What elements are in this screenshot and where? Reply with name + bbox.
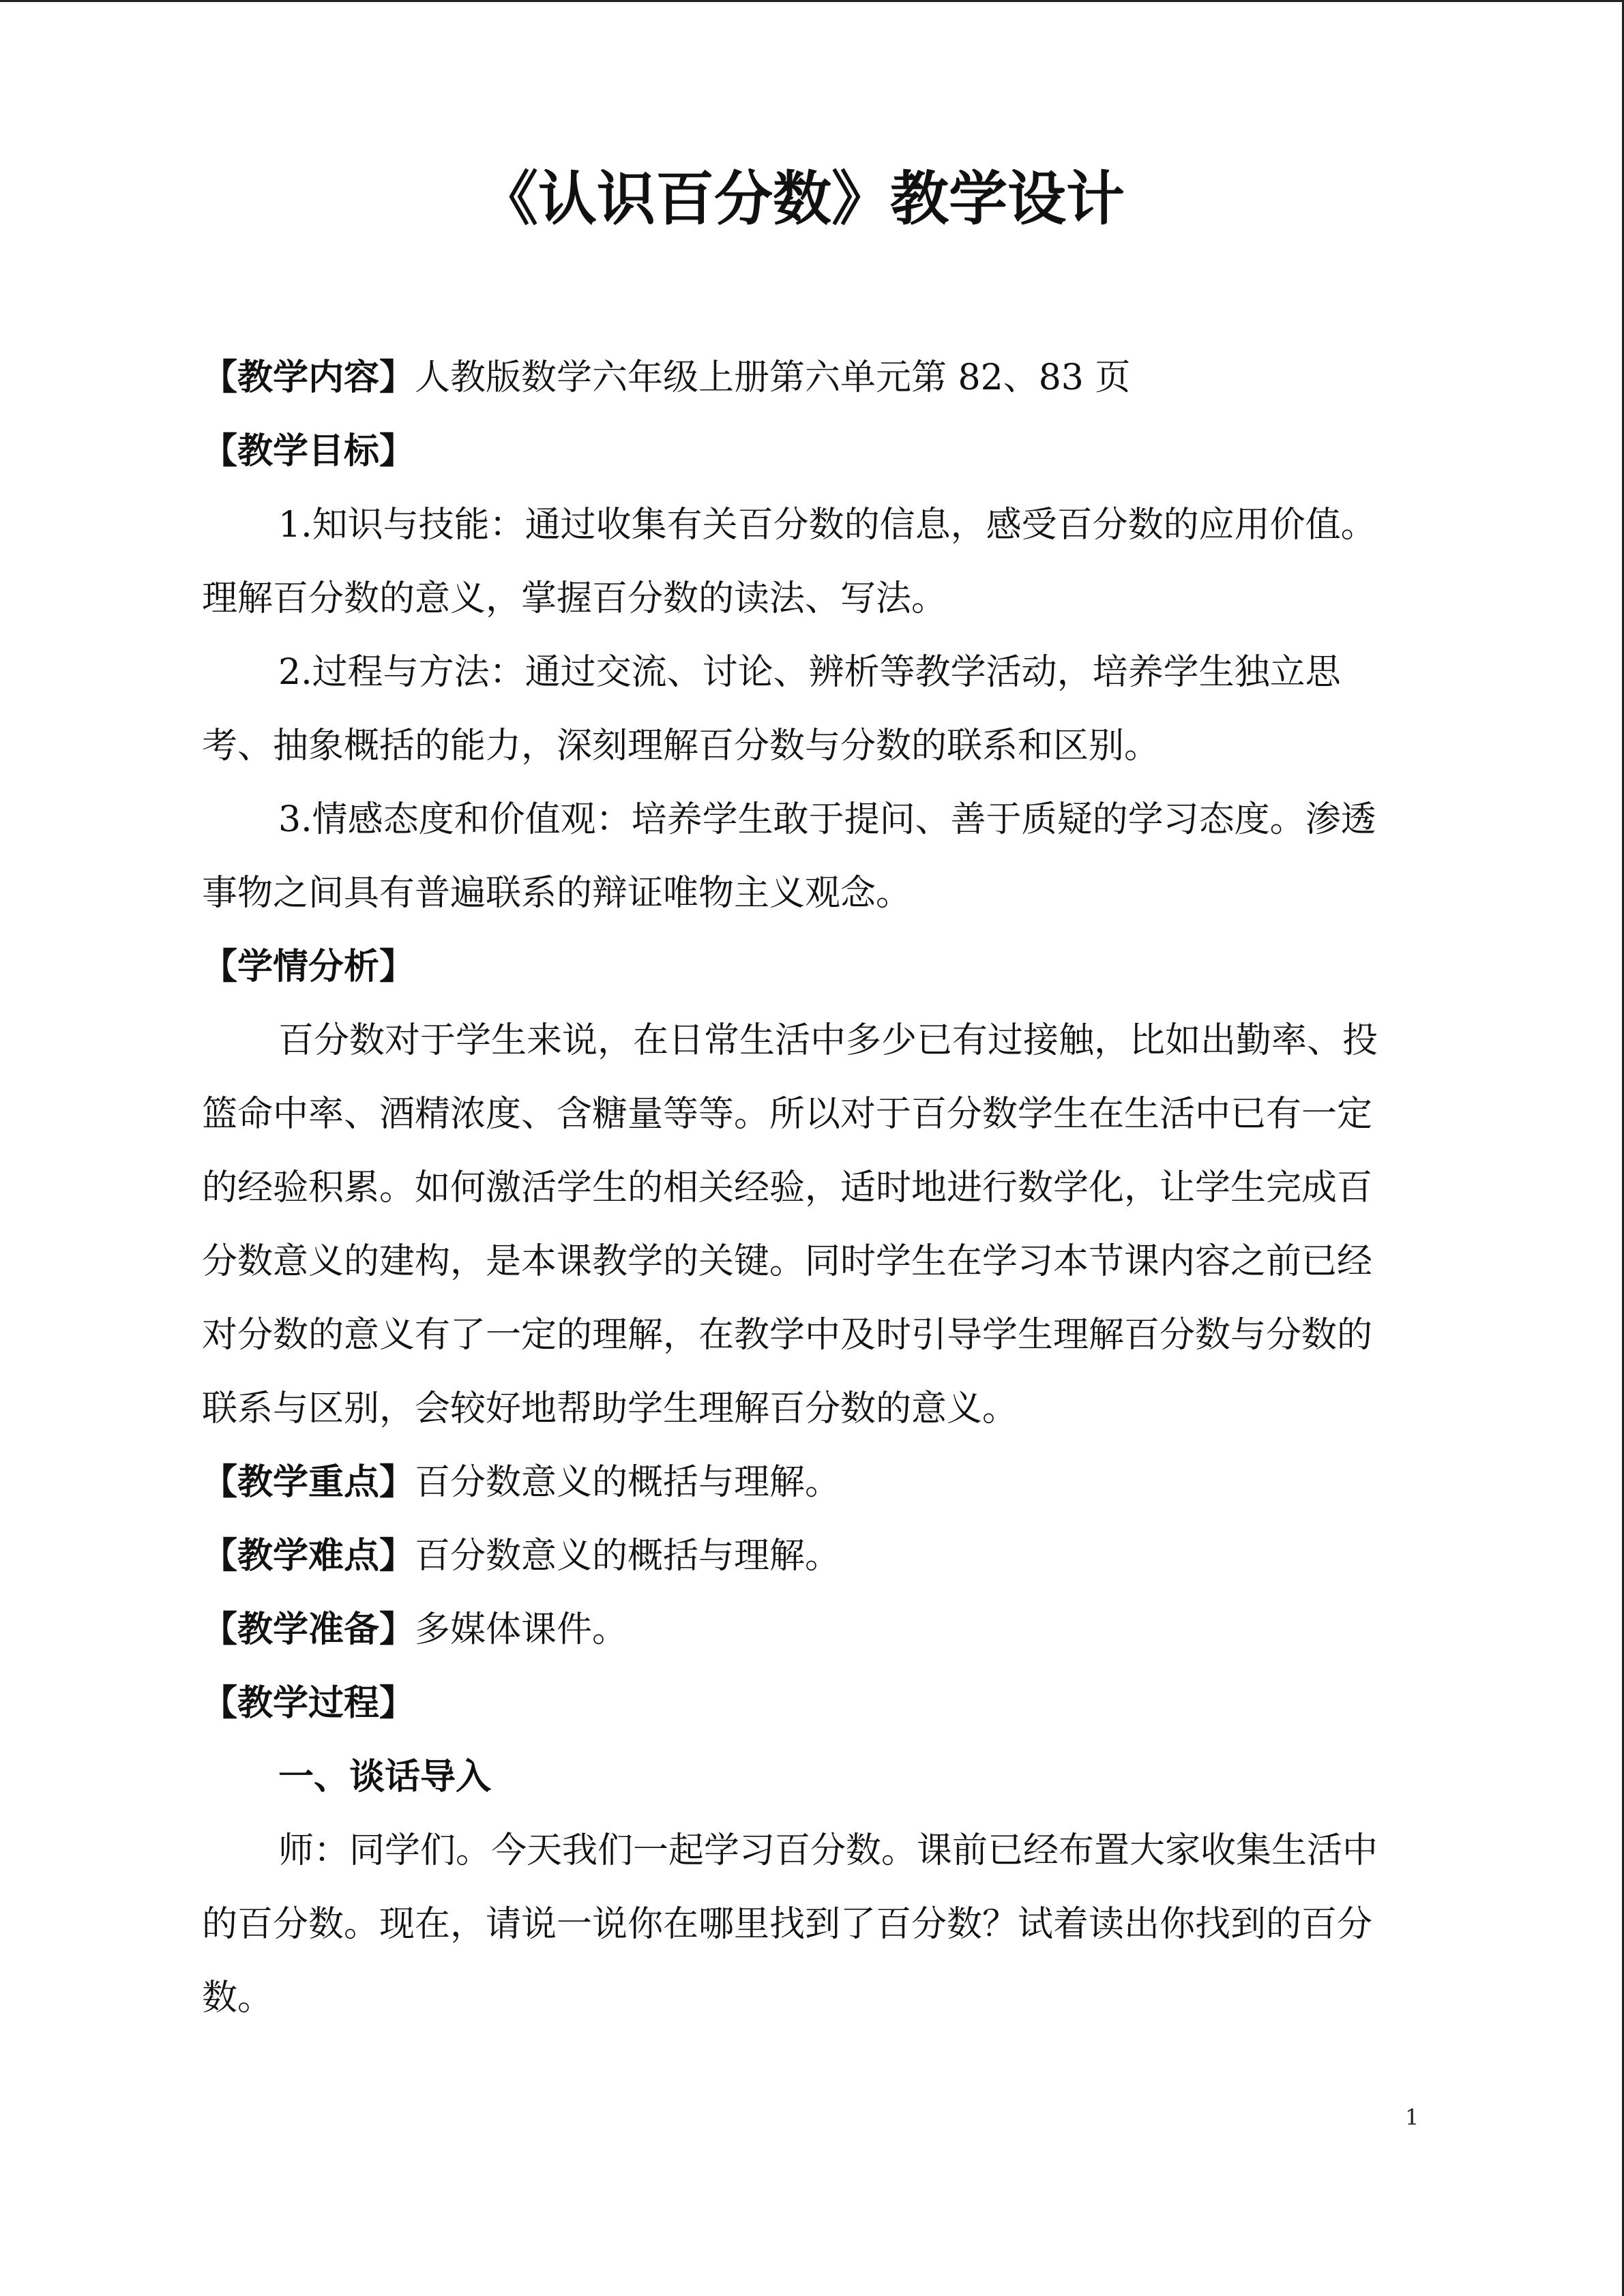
teaching-content-heading: 【教学内容】 (202, 357, 415, 398)
student-analysis-heading: 【学情分析】 (202, 946, 415, 987)
section-one-heading: 一、谈话导入 (278, 1756, 492, 1798)
document-title: 《认识百分数》教学设计 (479, 164, 1125, 233)
goal-item: 1.知识与技能：通过收集有关百分数的信息，感受百分数的应用价值。理解百分数的意义，掌握百分数的读法、写法。 (202, 505, 1376, 619)
teaching-goals-line (202, 415, 1402, 488)
teaching-key-heading: 【教学重点】 (202, 1461, 415, 1503)
teaching-content-text: 人教版数学六年级上册第六单元第 82、83 页 (415, 357, 1131, 398)
student-analysis-text: 百分数对于学生来说，在日常生活中多少已有过接触，比如出勤率、投篮命中率、酒精浓度、含糖量等等。所以对于百分数学生在生活中已有一定的经验积累。如何激活学生的相关经验，适时地进行数学化，让学生完成百分数意义的建构，是本课教学的关键。同时学生在学习本节课内容之前已经对分数的意义有了一定的理解，在教学中及时引导学生理解百分数与分数的联系与区别，会较好地帮助学生理解百分数的意义。 (202, 1020, 1378, 1429)
teaching-goals-heading: 【教学目标】 (202, 430, 415, 472)
teaching-key-line (202, 1446, 1402, 1519)
goal-item: 2.过程与方法：通过交流、讨论、辨析等教学活动，培养学生独立思考、抽象概括的能力，深刻理解百分数与分数的联系和区别。 (202, 652, 1341, 766)
teaching-key-text: 百分数意义的概括与理解。 (415, 1462, 841, 1503)
teaching-prep-heading: 【教学准备】 (202, 1609, 415, 1650)
teaching-process-heading: 【教学过程】 (202, 1682, 415, 1724)
teaching-prep-line (202, 1593, 1402, 1667)
teaching-difficulty-line (202, 1519, 1402, 1593)
teaching-difficulty-text: 百分数意义的概括与理解。 (415, 1536, 841, 1577)
teaching-process-line (202, 1667, 1402, 1740)
document-body (202, 341, 1402, 2035)
teaching-content-line (202, 341, 1402, 415)
teaching-difficulty-heading: 【教学难点】 (202, 1535, 415, 1577)
goal-item: 3.情感态度和价值观：培养学生敢于提问、善于质疑的学习态度。渗透事物之间具有普遍联系的辩证唯物主义观念。 (202, 799, 1376, 914)
page-top-border (0, 0, 1624, 2)
student-analysis-line (202, 930, 1402, 1004)
section-one-text: 师：同学们。今天我们一起学习百分数。课前已经布置大家收集生活中的百分数。现在，请说一说你在哪里找到了百分数？试着读出你找到的百分数。 (202, 1830, 1378, 2018)
teaching-prep-text: 多媒体课件。 (415, 1609, 628, 1650)
page-number: 1 (1405, 2104, 1419, 2130)
